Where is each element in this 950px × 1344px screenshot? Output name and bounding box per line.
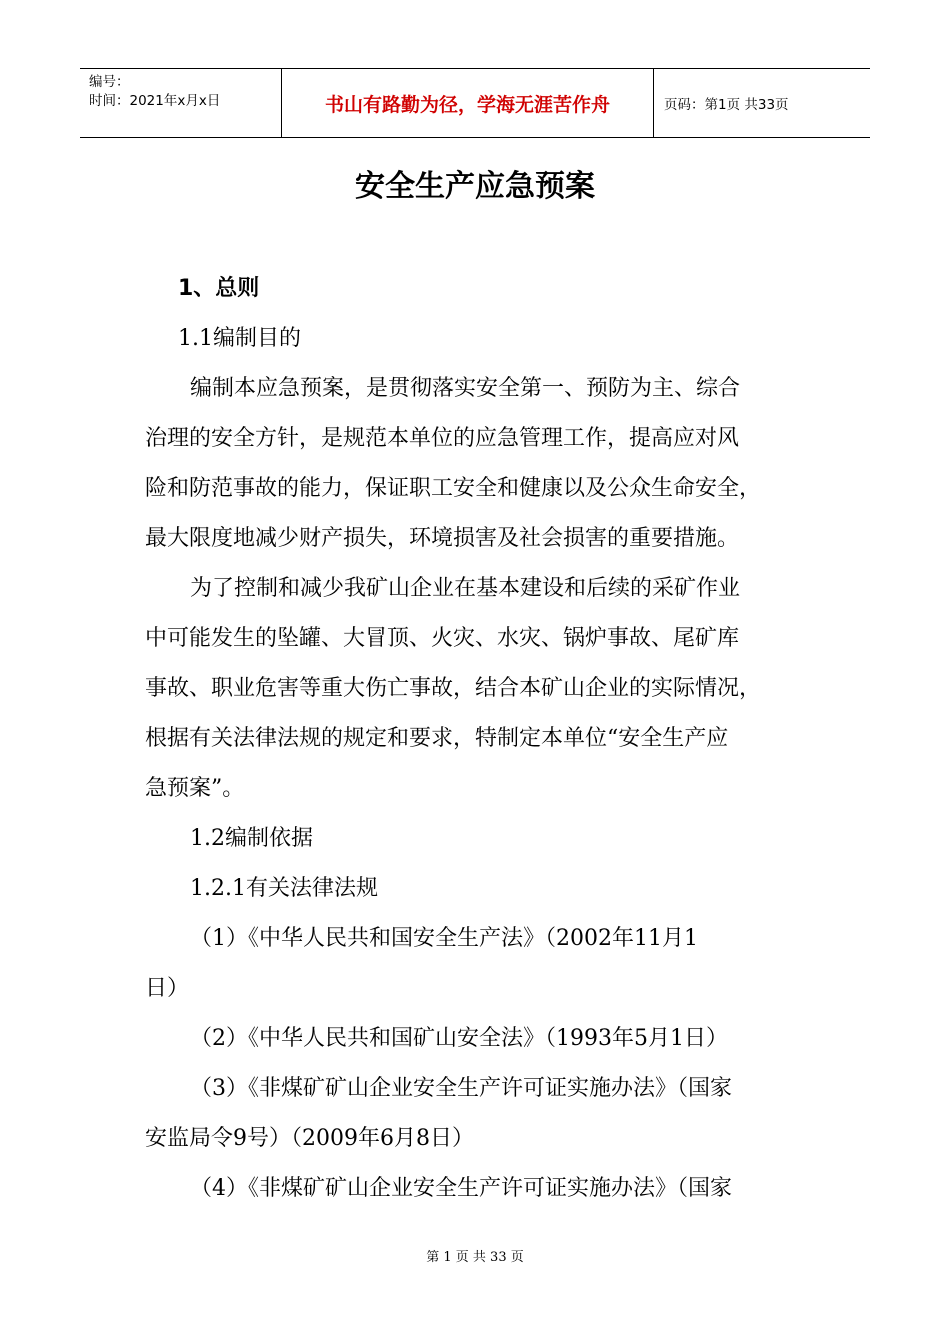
paragraph-line: 编制本应急预案，是贯彻落实安全第一、预防为主、综合	[190, 376, 741, 401]
law-item: （3）《非煤矿矿山企业安全生产许可证实施办法》（国家	[190, 1076, 732, 1101]
paragraph-line: 根据有关法律法规的规定和要求，特制定本单位“安全生产应	[145, 726, 729, 751]
paragraph-line: 急预案”。	[145, 776, 245, 801]
number-label: 编号：	[89, 74, 130, 90]
section-heading: 1、总则	[178, 276, 260, 301]
paragraph-line: 险和防范事故的能力，保证职工安全和健康以及公众生命安全，	[145, 476, 762, 501]
subsection-heading: 1.2编制依据	[190, 826, 313, 851]
header-page-info: 页码：第1页 共33页	[664, 97, 789, 113]
paragraph-line: 最大限度地减少财产损失，环境损害及社会损害的重要措施。	[145, 526, 740, 551]
header-motto: 书山有路勤为径，学海无涯苦作舟	[282, 69, 654, 137]
subsection-heading: 1.1编制目的	[178, 326, 301, 351]
subsection-heading: 1.2.1有关法律法规	[190, 876, 378, 901]
page-header	[80, 68, 870, 138]
law-item: 安监局令9号）（2009年6月8日）	[145, 1126, 474, 1151]
header-meta-cell	[80, 69, 282, 137]
paragraph-line: 事故、职业危害等重大伤亡事故，结合本矿山企业的实际情况，	[145, 676, 762, 701]
law-item: （4）《非煤矿矿山企业安全生产许可证实施办法》（国家	[190, 1176, 732, 1201]
document-title: 安全生产应急预案	[355, 169, 595, 204]
paragraph-line: 为了控制和减少我矿山企业在基本建设和后续的采矿作业	[190, 576, 741, 601]
law-item: （2）《中华人民共和国矿山安全法》（1993年5月1日）	[190, 1026, 728, 1051]
paragraph-line: 治理的安全方针，是规范本单位的应急管理工作，提高应对风	[145, 426, 740, 451]
paragraph-line: 中可能发生的坠罐、大冒顶、火灾、水灾、锅炉事故、尾矿库	[145, 626, 740, 651]
page-footer: 第 1 页 共 33 页	[426, 1250, 524, 1265]
time-label: 时间：2021年x月x日	[89, 93, 221, 109]
law-item: 日）	[145, 976, 190, 1001]
law-item: （1）《中华人民共和国安全生产法》（2002年11月1	[190, 926, 698, 951]
